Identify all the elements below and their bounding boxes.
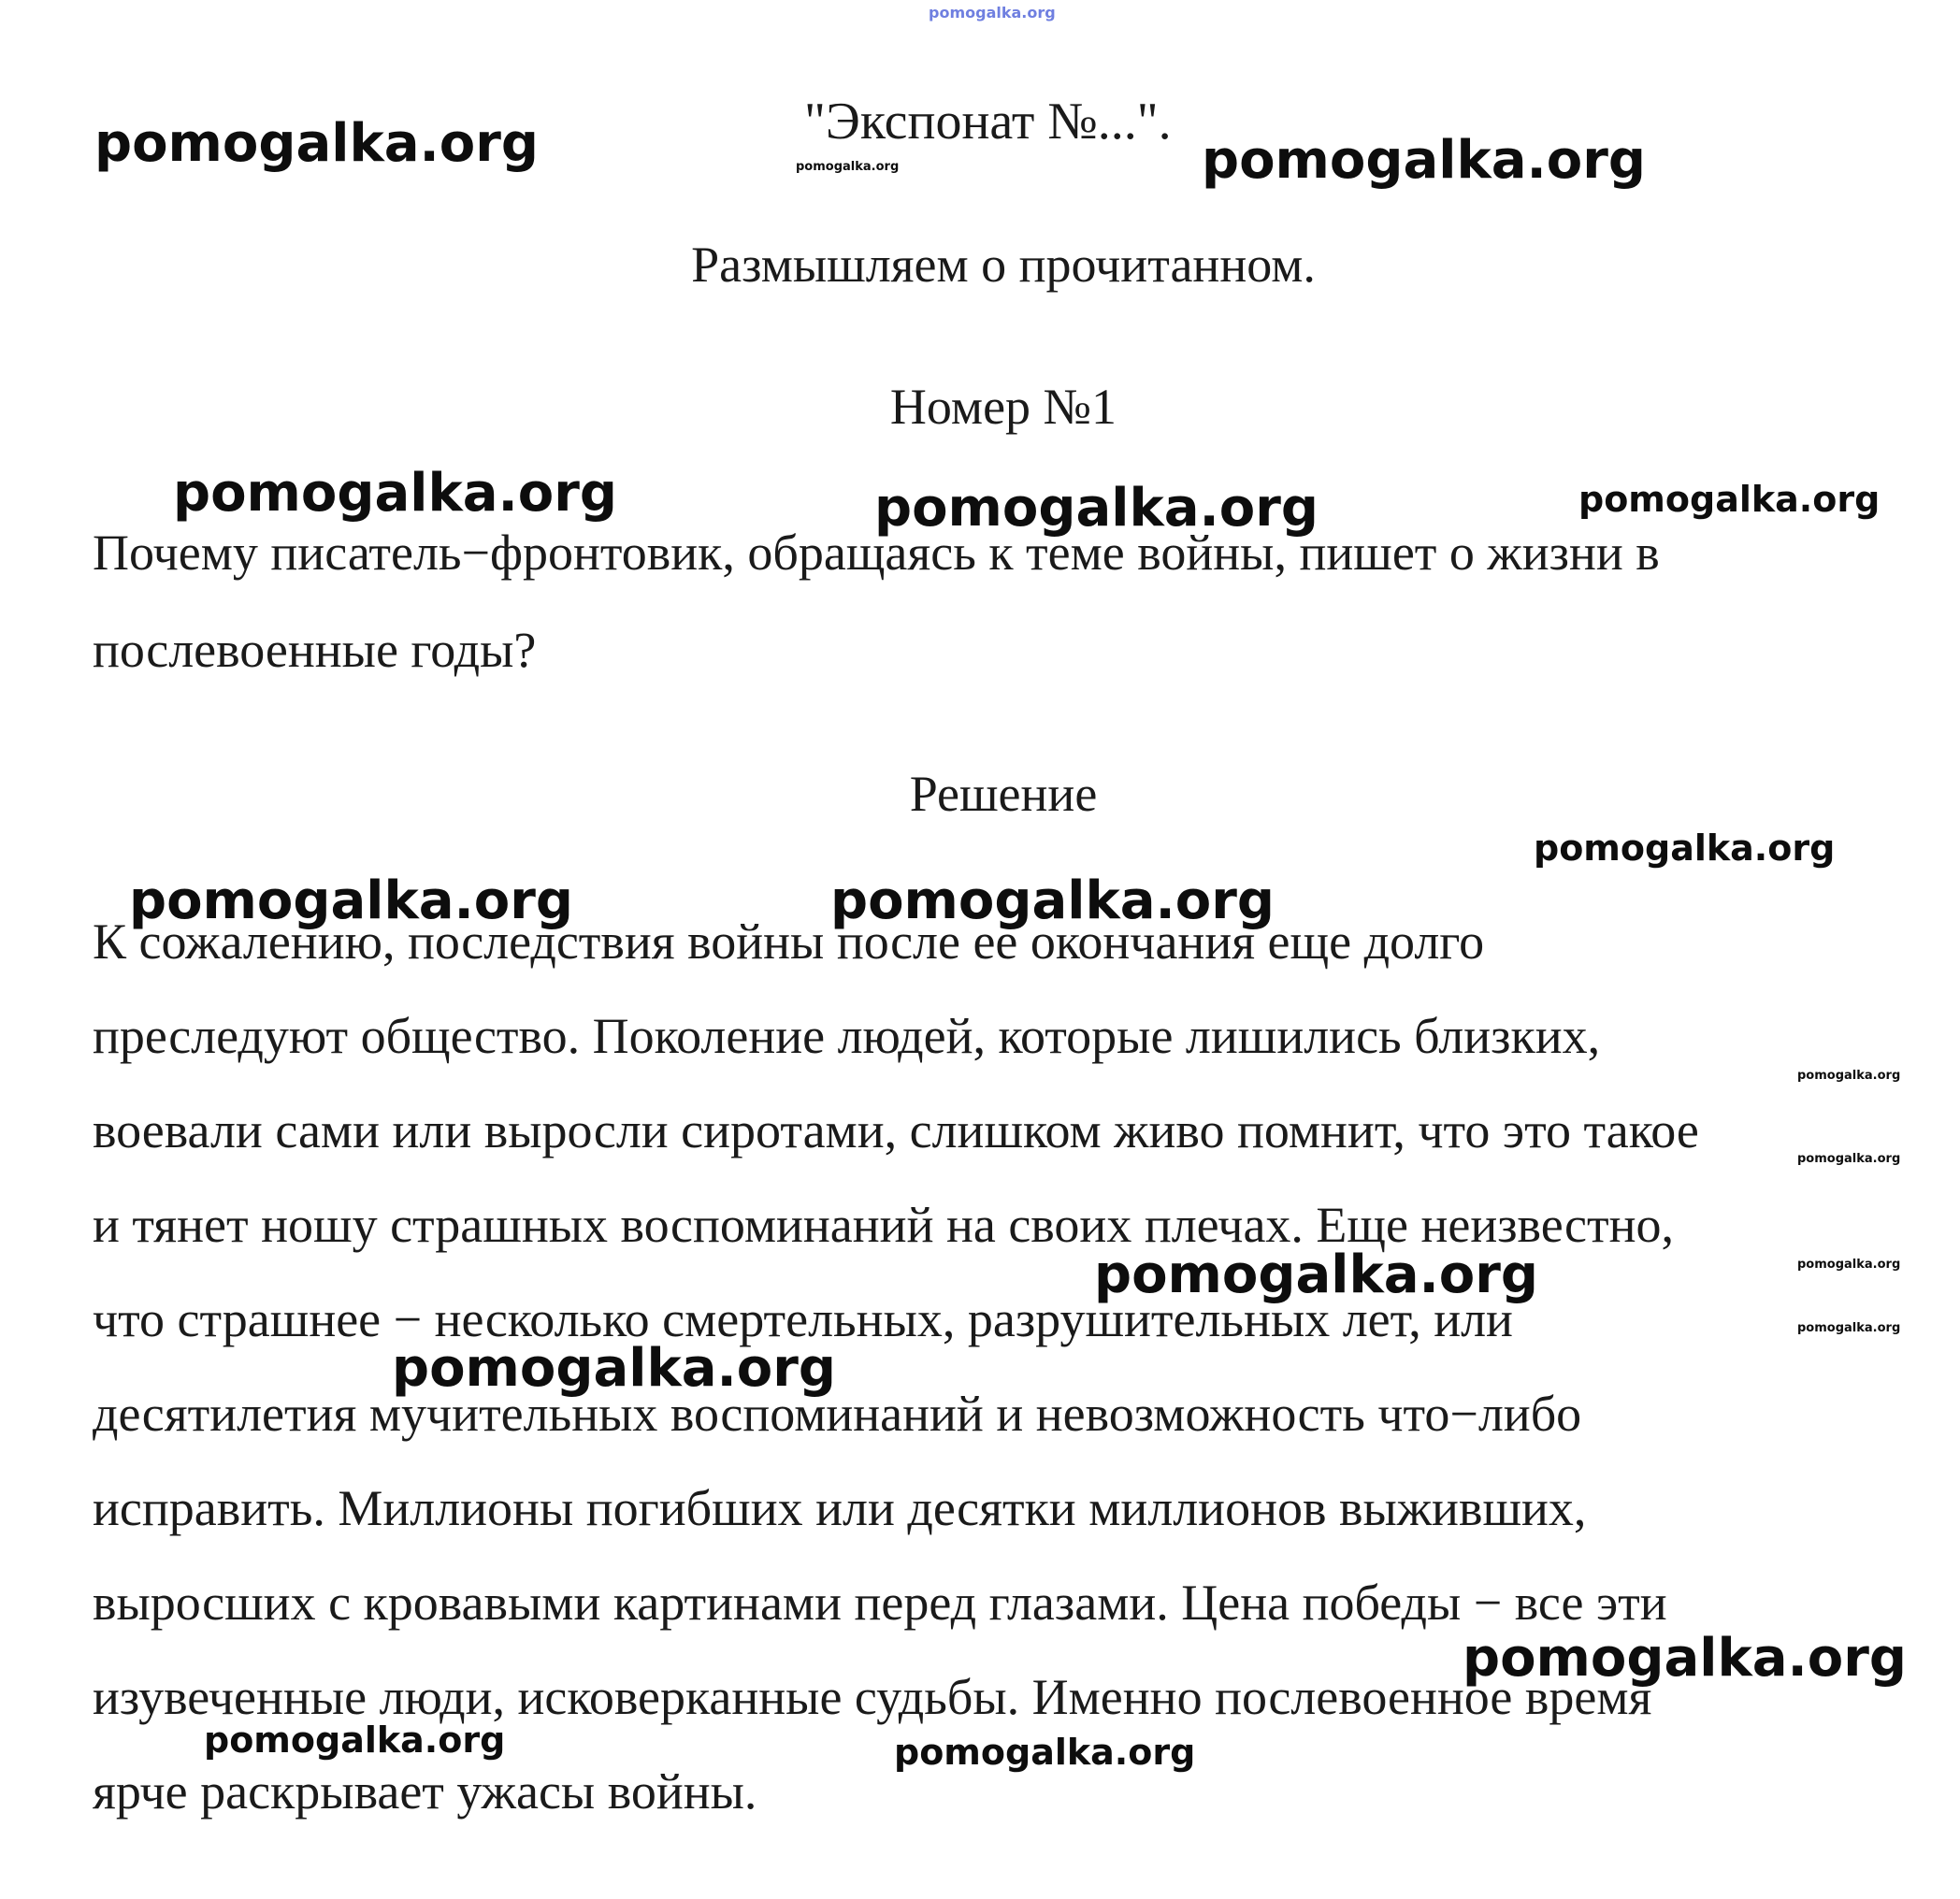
answer-line: преследуют общество. Поколение людей, которые лишились близких, xyxy=(93,1008,1601,1064)
solution-heading: Решение xyxy=(909,766,1098,822)
question-line: послевоенные годы? xyxy=(93,622,537,678)
answer-line: десятилетия мучительных воспоминаний и невозможность что−либо xyxy=(93,1386,1582,1442)
watermark: pomogalka.org xyxy=(1094,1244,1538,1305)
watermark: pomogalka.org xyxy=(204,1719,506,1761)
answer-line: воевали сами или выросли сиротами, слишком живо помнит, что это такое xyxy=(93,1102,1699,1158)
task-number: Номер №1 xyxy=(889,379,1117,435)
document-subtitle: Размышляем о прочитанном. xyxy=(691,237,1316,293)
document-title: "Экспонат №...". xyxy=(804,93,1172,151)
answer-line: исправить. Миллионы погибших или десятки миллионов выживших, xyxy=(93,1480,1587,1536)
top-watermark[interactable]: pomogalka.org xyxy=(929,4,1056,22)
answer-line: что страшнее − несколько смертельных, разрушительных лет, или xyxy=(93,1291,1513,1347)
watermark: pomogalka.org xyxy=(1534,827,1836,869)
watermark: pomogalka.org xyxy=(392,1338,836,1399)
answer-line: ярче раскрывает ужасы войны. xyxy=(93,1763,757,1820)
watermark: pomogalka.org xyxy=(129,870,573,931)
watermark: pomogalka.org xyxy=(874,478,1319,539)
watermark: pomogalka.org xyxy=(94,113,539,174)
question-line: Почему писатель−фронтовик, обращаясь к теме войны, пишет о жизни в xyxy=(93,525,1660,581)
watermark: pomogalka.org xyxy=(1202,130,1646,191)
watermark: pomogalka.org xyxy=(1463,1628,1907,1689)
watermark: pomogalka.org xyxy=(1797,1321,1901,1335)
watermark: pomogalka.org xyxy=(894,1732,1196,1773)
watermark: pomogalka.org xyxy=(1578,479,1881,520)
watermark: pomogalka.org xyxy=(173,463,617,524)
answer-line: К сожалению, последствия войны после ее окончания еще долго xyxy=(93,914,1485,970)
answer-line: и тянет ношу страшных воспоминаний на своих плечах. Еще неизвестно, xyxy=(93,1197,1675,1253)
watermark: pomogalka.org xyxy=(830,870,1275,931)
answer-line: выросших с кровавыми картинами перед глазами. Цена победы − все эти xyxy=(93,1575,1667,1631)
watermark: pomogalka.org xyxy=(1797,1258,1901,1272)
watermark: pomogalka.org xyxy=(1797,1069,1901,1083)
watermark: pomogalka.org xyxy=(1797,1152,1901,1166)
answer-line: изувеченные люди, исковерканные судьбы. Именно послевоенное время xyxy=(93,1669,1652,1725)
watermark: pomogalka.org xyxy=(796,160,900,174)
